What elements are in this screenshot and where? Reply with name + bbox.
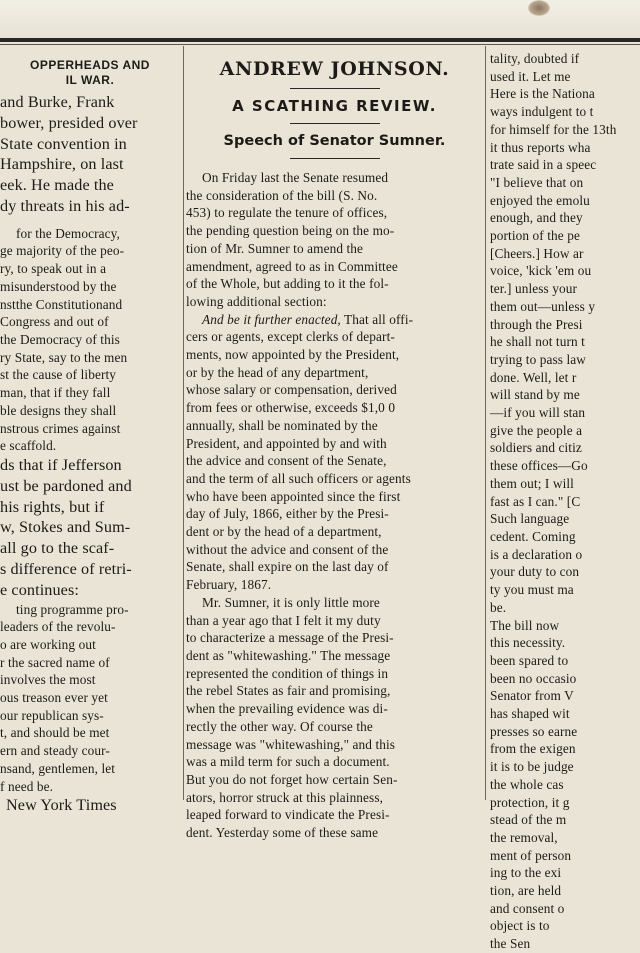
text-line: tion of Mr. Sumner to amend the bbox=[186, 240, 364, 256]
text-line: ty you must ma bbox=[490, 582, 574, 598]
text-line: tion, are held bbox=[490, 883, 562, 899]
text-line: these offices—Go bbox=[490, 458, 588, 474]
text-line: dent. Yesterday some of these same bbox=[186, 825, 379, 841]
text-line: the pending question being on the mo- bbox=[186, 223, 395, 239]
text-line: ust be pardoned and bbox=[0, 476, 132, 495]
text-line: eek. He made the bbox=[0, 176, 114, 195]
text-line: bower, presided over bbox=[0, 113, 138, 132]
text-line: it thus reports wha bbox=[490, 139, 591, 155]
text-line: enough, and they bbox=[490, 210, 583, 226]
text-line: of the Whole, but adding to it the fol- bbox=[186, 276, 389, 292]
text-line: e continues: bbox=[0, 580, 79, 599]
text-line: dy threats in his ad- bbox=[0, 196, 130, 215]
text-line: Such language bbox=[490, 511, 570, 527]
article-subheading: Speech of Senator Sumner. bbox=[223, 133, 446, 149]
text-line: ry State, say to the men bbox=[0, 349, 128, 365]
left-quote-1 bbox=[0, 225, 180, 455]
text-line: annually, shall be nominated by the bbox=[186, 417, 378, 433]
text-line: st the cause of liberty bbox=[0, 367, 117, 383]
text-line: nstrous crimes against bbox=[0, 420, 121, 436]
top-rule bbox=[0, 38, 640, 42]
text-line: fast as I can." [C bbox=[490, 493, 581, 509]
left-heading-line: IL WAR. bbox=[65, 73, 115, 87]
center-paragraph-1 bbox=[186, 169, 483, 311]
text-line: portion of the pe bbox=[490, 228, 580, 244]
left-column bbox=[0, 52, 180, 816]
text-line: from fees or otherwise, exceeds $1,0 0 bbox=[186, 400, 396, 416]
text-line: ble designs they shall bbox=[0, 402, 117, 418]
text-line: through the Presi bbox=[490, 316, 583, 332]
text-line: cedent. Coming bbox=[490, 528, 576, 544]
text-line: ern and steady cour- bbox=[0, 743, 110, 759]
ink-blot bbox=[528, 0, 550, 16]
text-line: for the Democracy, bbox=[16, 225, 120, 241]
text-line: Mr. Sumner, it is only little more bbox=[202, 594, 380, 610]
center-column bbox=[186, 56, 483, 842]
text-line: all go to the scaf- bbox=[0, 539, 115, 558]
text-line: our republican sys- bbox=[0, 707, 104, 723]
text-line: ds that if Jefferson bbox=[0, 455, 122, 474]
text-line: and the term of all such officers or agents bbox=[186, 470, 411, 486]
column-rule-right bbox=[485, 46, 486, 800]
section-lead-line bbox=[186, 311, 483, 329]
left-heading-line: OPPERHEADS AND bbox=[30, 58, 150, 72]
text-line: this necessity. bbox=[490, 635, 566, 651]
text-line: [Cheers.] How ar bbox=[490, 245, 584, 261]
text-line: amendment, agreed to as in Committee bbox=[186, 258, 398, 274]
text-line: object is to bbox=[490, 918, 550, 934]
text-line: the advice and consent of the Senate, bbox=[186, 453, 387, 469]
text-line: your duty to con bbox=[490, 564, 580, 580]
left-column-heading bbox=[0, 58, 180, 88]
text-line: the rebel States as fair and promising, bbox=[186, 683, 391, 699]
text-line: been no occasio bbox=[490, 670, 577, 686]
text-line: dent as "whitewashing." The message bbox=[186, 647, 391, 663]
text-line: voice, 'kick 'em ou bbox=[490, 263, 592, 279]
text-line: But you do not forget how certain Sen- bbox=[186, 771, 398, 787]
text-line: trate said in a speec bbox=[490, 157, 597, 173]
text-line: rectly the other way. Of course the bbox=[186, 718, 373, 734]
text-line: the consideration of the bill (S. No. bbox=[186, 187, 378, 203]
text-line: who have been appointed since the first bbox=[186, 488, 401, 504]
text-line: —if you will stan bbox=[490, 405, 586, 421]
text-line: from the exigen bbox=[490, 741, 576, 757]
section-lead-rest: That all offi- bbox=[340, 311, 414, 327]
left-quote-2 bbox=[0, 601, 180, 796]
text-line: without the advice and consent of the bbox=[186, 541, 389, 557]
text-line: f need be. bbox=[0, 778, 54, 794]
article-title: ANDREW JOHNSON. bbox=[219, 58, 450, 80]
text-line: leaders of the revolu- bbox=[0, 619, 116, 635]
text-line: dent or by the head of a department, bbox=[186, 524, 382, 540]
text-line: protection, it g bbox=[490, 794, 570, 810]
text-line: State convention in bbox=[0, 134, 127, 153]
text-line: he shall not turn t bbox=[490, 334, 585, 350]
text-line: and consent o bbox=[490, 900, 565, 916]
text-line: ing to the exi bbox=[490, 865, 562, 881]
text-line: cers or agents, except clerks of depart- bbox=[186, 329, 395, 345]
text-line: leaped forward to vindicate the Presi- bbox=[186, 807, 390, 823]
text-line: whose salary or compensation, derived bbox=[186, 382, 397, 398]
text-line: 453) to regulate the tenure of offices, bbox=[186, 205, 388, 221]
section-lead: And be it further enacted, bbox=[202, 311, 341, 327]
text-line: the removal, bbox=[490, 829, 558, 845]
text-line: is a declaration o bbox=[490, 546, 583, 562]
text-line: when the prevailing evidence was di- bbox=[186, 701, 388, 717]
center-section-text bbox=[186, 328, 483, 594]
text-line: e scaffold. bbox=[0, 438, 57, 454]
article-subtitle: A SCATHING REVIEW. bbox=[232, 97, 437, 115]
text-line: for himself for the 13th bbox=[490, 121, 617, 137]
text-line: the Democracy of this bbox=[0, 332, 120, 347]
text-line: day of July, 1866, either by the Presi- bbox=[186, 506, 389, 522]
text-line: Senator from V bbox=[490, 688, 574, 704]
text-line: r the sacred name of bbox=[0, 654, 110, 670]
text-line: enjoyed the emolu bbox=[490, 192, 590, 208]
center-paragraph-2 bbox=[186, 594, 483, 842]
subtitle-rule bbox=[290, 123, 380, 124]
text-line: and Burke, Frank bbox=[0, 93, 115, 111]
text-line: stead of the m bbox=[490, 812, 567, 828]
text-line: done. Well, let r bbox=[490, 369, 577, 385]
text-line: t, and should be met bbox=[0, 725, 110, 741]
text-line: man, that if they fall bbox=[0, 385, 111, 401]
left-paragraph-2 bbox=[0, 455, 180, 601]
text-line: represented the condition of things in bbox=[186, 665, 389, 681]
left-footer-attribution: New York Times bbox=[6, 796, 117, 815]
top-rule-thin bbox=[0, 44, 640, 45]
text-line: Congress and out of bbox=[0, 314, 109, 330]
text-line: ous treason ever yet bbox=[0, 690, 108, 706]
text-line: The bill now bbox=[490, 617, 560, 633]
text-line: President, and appointed by and with bbox=[186, 435, 387, 451]
text-line: ways indulgent to t bbox=[490, 104, 594, 120]
text-line: message was "whitewashing," and this bbox=[186, 736, 396, 752]
text-line: to characterize a message of the Presi- bbox=[186, 630, 394, 646]
text-line: been spared to bbox=[490, 652, 569, 668]
column-rule-left bbox=[183, 46, 184, 800]
text-line: ators, horror struck at this plainness, bbox=[186, 789, 384, 805]
text-line: used it. Let me bbox=[490, 68, 571, 84]
text-line: presses so earne bbox=[490, 723, 578, 739]
text-line: "I believe that on bbox=[490, 174, 584, 190]
text-line: ry, to speak out in a bbox=[0, 261, 107, 277]
text-line: w, Stokes and Sum- bbox=[0, 518, 131, 537]
subheading-rule bbox=[290, 158, 380, 159]
text-line: ting programme pro- bbox=[16, 601, 129, 617]
text-line: give the people a bbox=[490, 422, 583, 438]
text-line: nsand, gentlemen, let bbox=[0, 760, 116, 776]
text-line: them out; I will bbox=[490, 475, 574, 491]
title-rule bbox=[290, 88, 380, 89]
text-line: Here is the Nationa bbox=[490, 86, 595, 102]
text-line: ment of person bbox=[490, 847, 572, 863]
text-line: ments, now appointed by the President, bbox=[186, 347, 400, 363]
left-paragraph-1 bbox=[0, 92, 180, 217]
text-line: nstthe Constitutionand bbox=[0, 296, 123, 312]
text-line: the Sen bbox=[490, 936, 531, 952]
text-line: ge majority of the peo- bbox=[0, 243, 125, 259]
text-line: or by the head of any department, bbox=[186, 364, 369, 380]
text-line: Senate, shall expire on the last day of bbox=[186, 559, 389, 575]
text-line: has shaped wit bbox=[490, 706, 570, 722]
text-line: soldiers and citiz bbox=[490, 440, 582, 456]
right-column-text bbox=[490, 50, 640, 953]
right-column bbox=[490, 50, 640, 953]
text-line: the whole cas bbox=[490, 776, 564, 792]
text-line: tality, doubted if bbox=[490, 51, 580, 66]
text-line: o are working out bbox=[0, 636, 96, 652]
text-line: trying to pass law bbox=[490, 351, 586, 367]
text-line: lowing additional section: bbox=[186, 293, 327, 309]
text-line: misunderstood by the bbox=[0, 278, 117, 294]
text-line: his rights, but if bbox=[0, 497, 105, 516]
text-line: s difference of retri- bbox=[0, 559, 132, 578]
text-line: was a mild term for such a document. bbox=[186, 754, 390, 770]
text-line: them out—unless y bbox=[490, 298, 596, 314]
text-line: Hampshire, on last bbox=[0, 155, 124, 174]
text-line: February, 1867. bbox=[186, 577, 272, 593]
text-line: than a year ago that I felt it my duty bbox=[186, 612, 381, 628]
text-line: it is to be judge bbox=[490, 759, 574, 775]
text-line: involves the most bbox=[0, 672, 96, 688]
text-line: will stand by me bbox=[490, 387, 580, 403]
text-line: be. bbox=[490, 599, 507, 615]
text-line: ter.] unless your bbox=[490, 281, 578, 297]
text-line: On Friday last the Senate resumed bbox=[202, 170, 389, 185]
